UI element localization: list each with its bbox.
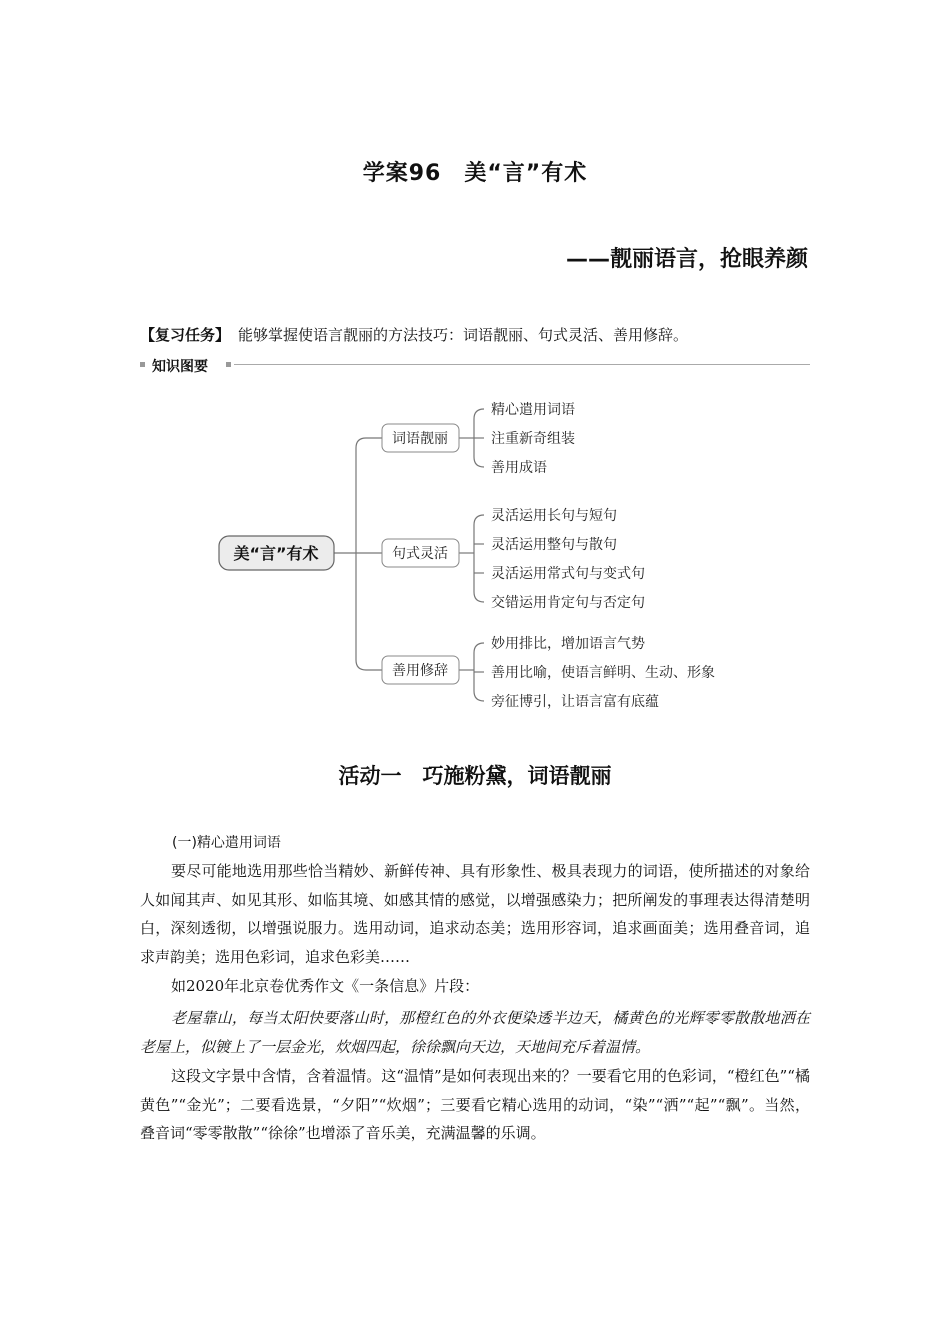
activity-subhead: (一)精心遣用词语 bbox=[172, 835, 281, 851]
knowledge-map-heading: 知识图要 bbox=[152, 359, 208, 375]
branch-flexible-sentence: 句式灵活 bbox=[392, 546, 448, 562]
paragraph-intro: 要尽可能地选用那些恰当精妙、新鲜传神、具有形象性、极具表现力的词语，使所描述的对象给人如闻其声、如见其形、如临其境、如感其情的感觉，以增强感染力；把所阐发的事理表达得清楚明白，深刻透彻，以增强说服力。选用动词，追求动态美；选用形容词，追求画面美；选用叠音词，追求声韵美；选用色彩词，追求色彩美…… bbox=[140, 862, 810, 966]
paragraph-example-source: 如2020年北京卷优秀作文《一条信息》片段： bbox=[171, 977, 480, 995]
leaf-item: 交错运用肯定句与否定句 bbox=[491, 595, 645, 611]
leaf-item: 灵活运用整句与散句 bbox=[491, 537, 617, 553]
paragraph-analysis: 这段文字景中含情，含着温情。这“温情”是如何表现出来的？一要看它用的色彩词，“橙红色”“橘黄色”“金光”；二要看选景，“夕阳”“炊烟”；三要看它精心选用的动词，“染”“洒”“起”“飘”。当然，叠音词“零零散散”“徐徐”也增添了音乐美，充满温馨的乐调。 bbox=[140, 1067, 810, 1142]
leaf-item: 旁征博引，让语言富有底蕴 bbox=[491, 694, 659, 710]
leaf-item: 精心遣用词语 bbox=[491, 402, 575, 418]
leaf-item: 灵活运用常式句与变式句 bbox=[491, 566, 645, 582]
page-subtitle: ——靓丽语言，抢眼养颜 bbox=[565, 247, 808, 272]
activity-title: 活动一 巧施粉黛，词语靓丽 bbox=[338, 764, 612, 788]
leaf-item: 善用成语 bbox=[491, 460, 547, 476]
branch-spine bbox=[356, 438, 382, 670]
leaf-item: 善用比喻，使语言鲜明、生动、形象 bbox=[491, 665, 715, 681]
page-title: 学案96 美“言”有术 bbox=[362, 161, 588, 186]
branch-rhetoric: 善用修辞 bbox=[392, 663, 448, 679]
paragraph-example-quote: 老屋靠山，每当太阳快要落山时，那橙红色的外衣便染透半边天，橘黄色的光辉零零散散地洒在老屋上，似镀上了一层金光，炊烟四起，徐徐飘向天边，天地间充斥着温情。 bbox=[140, 1009, 810, 1056]
review-task-label: 【复习任务】 bbox=[140, 326, 231, 344]
branch-word-beauty: 词语靓丽 bbox=[392, 431, 448, 447]
review-task-text: 能够掌握使语言靓丽的方法技巧：词语靓丽、句式灵活、善用修辞。 bbox=[238, 326, 689, 344]
mind-map-root: 美“言”有术 bbox=[233, 544, 319, 563]
leaf-item: 灵活运用长句与短句 bbox=[491, 508, 617, 524]
leaf-item: 妙用排比，增加语言气势 bbox=[491, 636, 645, 652]
leaf-item: 注重新奇组装 bbox=[491, 431, 575, 447]
